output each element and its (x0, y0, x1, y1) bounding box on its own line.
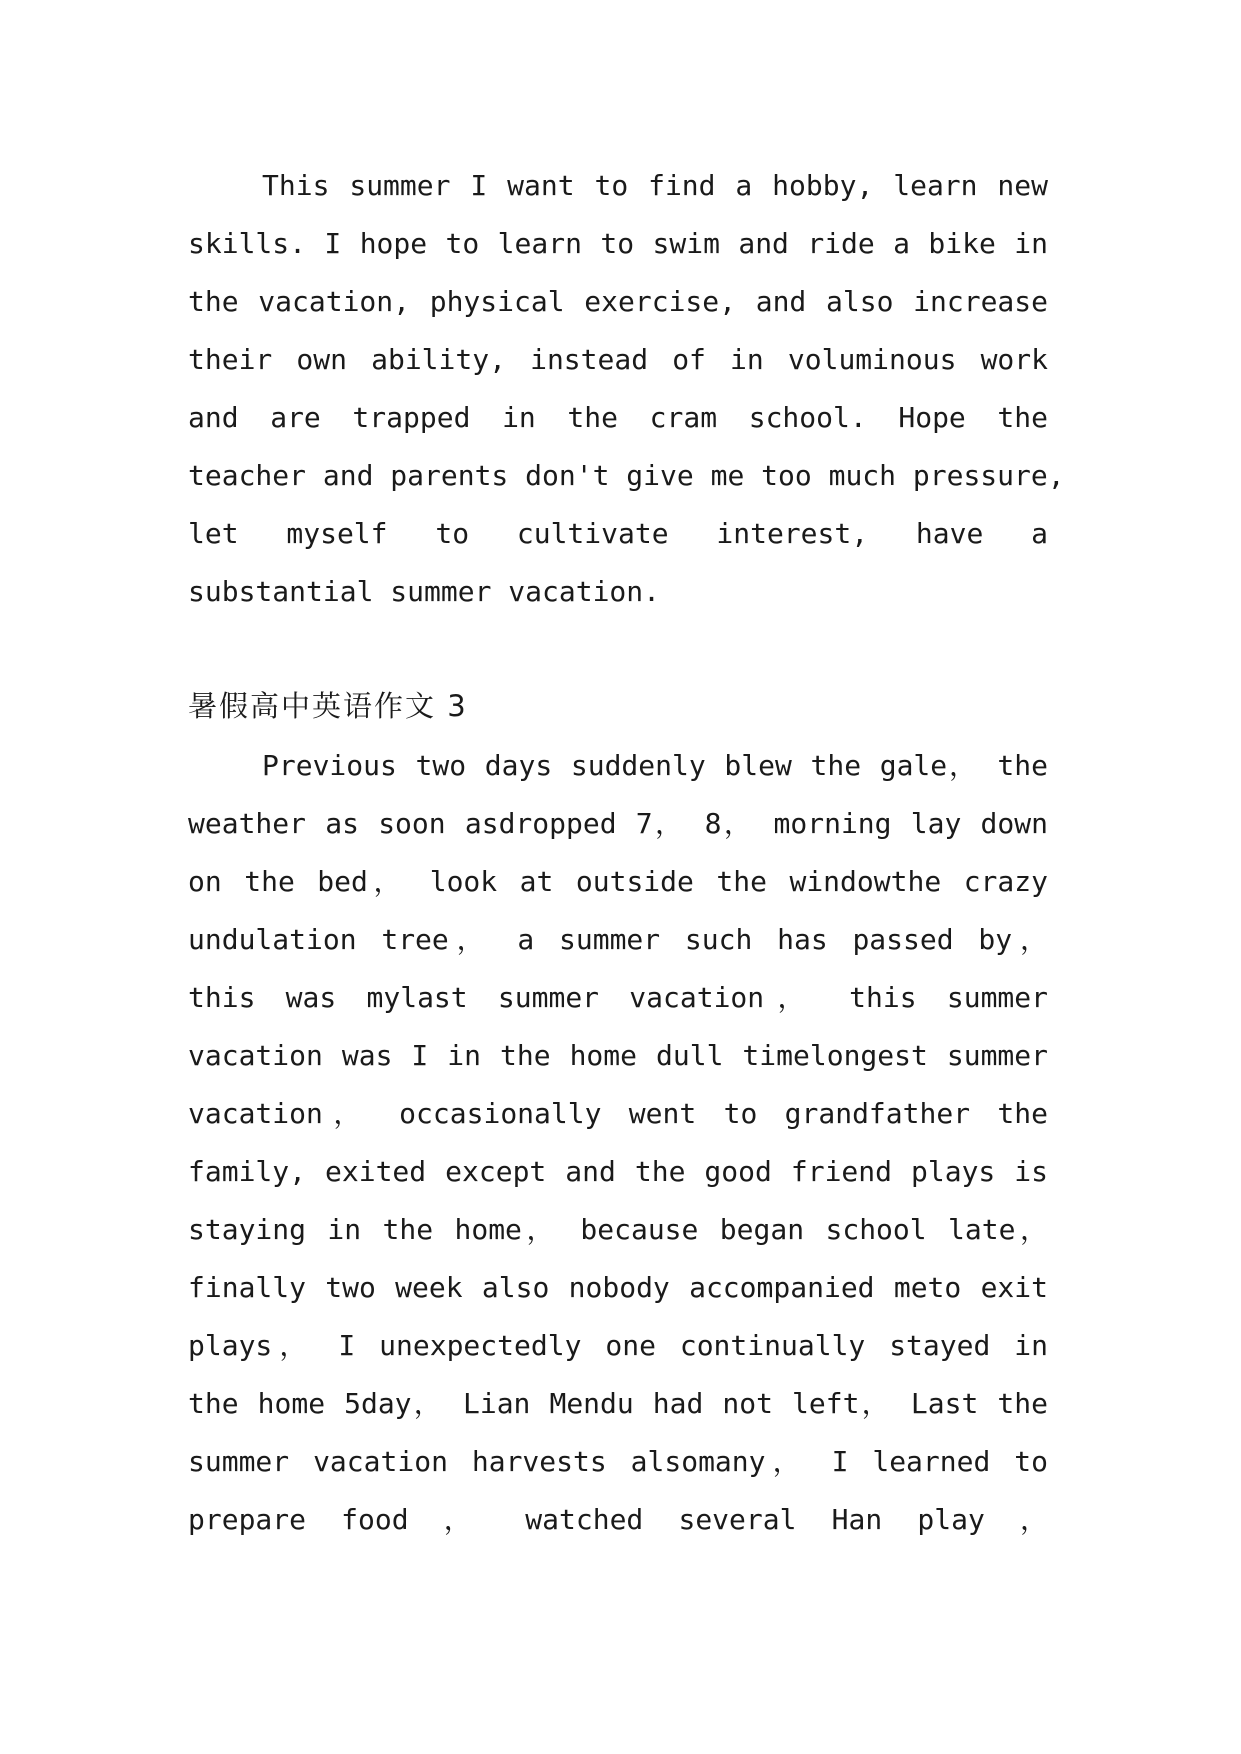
paragraph-line: the vacation, physical exercise, and also increase (188, 285, 1048, 318)
paragraph-line: vacation was I in the home dull timelongest summer (188, 1039, 1048, 1072)
paragraph-line: and are trapped in the cram school. Hope the (188, 401, 1048, 434)
paragraph-line: substantial summer vacation. (188, 575, 661, 608)
paragraph-line: let myself to cultivate interest, have a (188, 517, 1048, 550)
paragraph-line: undulation tree， a summer such has passed by， (188, 923, 1048, 956)
paragraph-line: weather as soon asdropped 7， 8， morning lay down (188, 807, 1048, 840)
paragraph-line: finally two week also nobody accompanied meto exit (188, 1271, 1048, 1304)
paragraph-line: this was mylast summer vacation， this summer (188, 981, 1048, 1014)
paragraph-line: teacher and parents don't give me too much pressure, (188, 459, 1065, 492)
paragraph-line: on the bed， look at outside the windowthe crazy (188, 865, 1048, 898)
paragraph-line: This summer I want to find a hobby, learn new (262, 169, 1048, 202)
paragraph-line: staying in the home， because began school late， (188, 1213, 1048, 1246)
section-heading: 暑假高中英语作文 3 (188, 689, 468, 723)
paragraph-line: vacation， occasionally went to grandfather the (188, 1097, 1048, 1130)
paragraph-line: family, exited except and the good friend plays is (188, 1155, 1048, 1188)
paragraph-line: summer vacation harvests alsomany， I learned to (188, 1445, 1048, 1478)
paragraph-line: plays， I unexpectedly one continually stayed in (188, 1329, 1048, 1362)
paragraph-line: the home 5day， Lian Mendu had not left， Last the (188, 1387, 1048, 1420)
paragraph-line: their own ability, instead of in voluminous work (188, 343, 1048, 376)
paragraph-line: Previous two days suddenly blew the gale， the (262, 749, 1048, 782)
paragraph-line: prepare food ， watched several Han play ， (188, 1503, 1048, 1536)
paragraph-line: skills. I hope to learn to swim and ride a bike in (188, 227, 1048, 260)
